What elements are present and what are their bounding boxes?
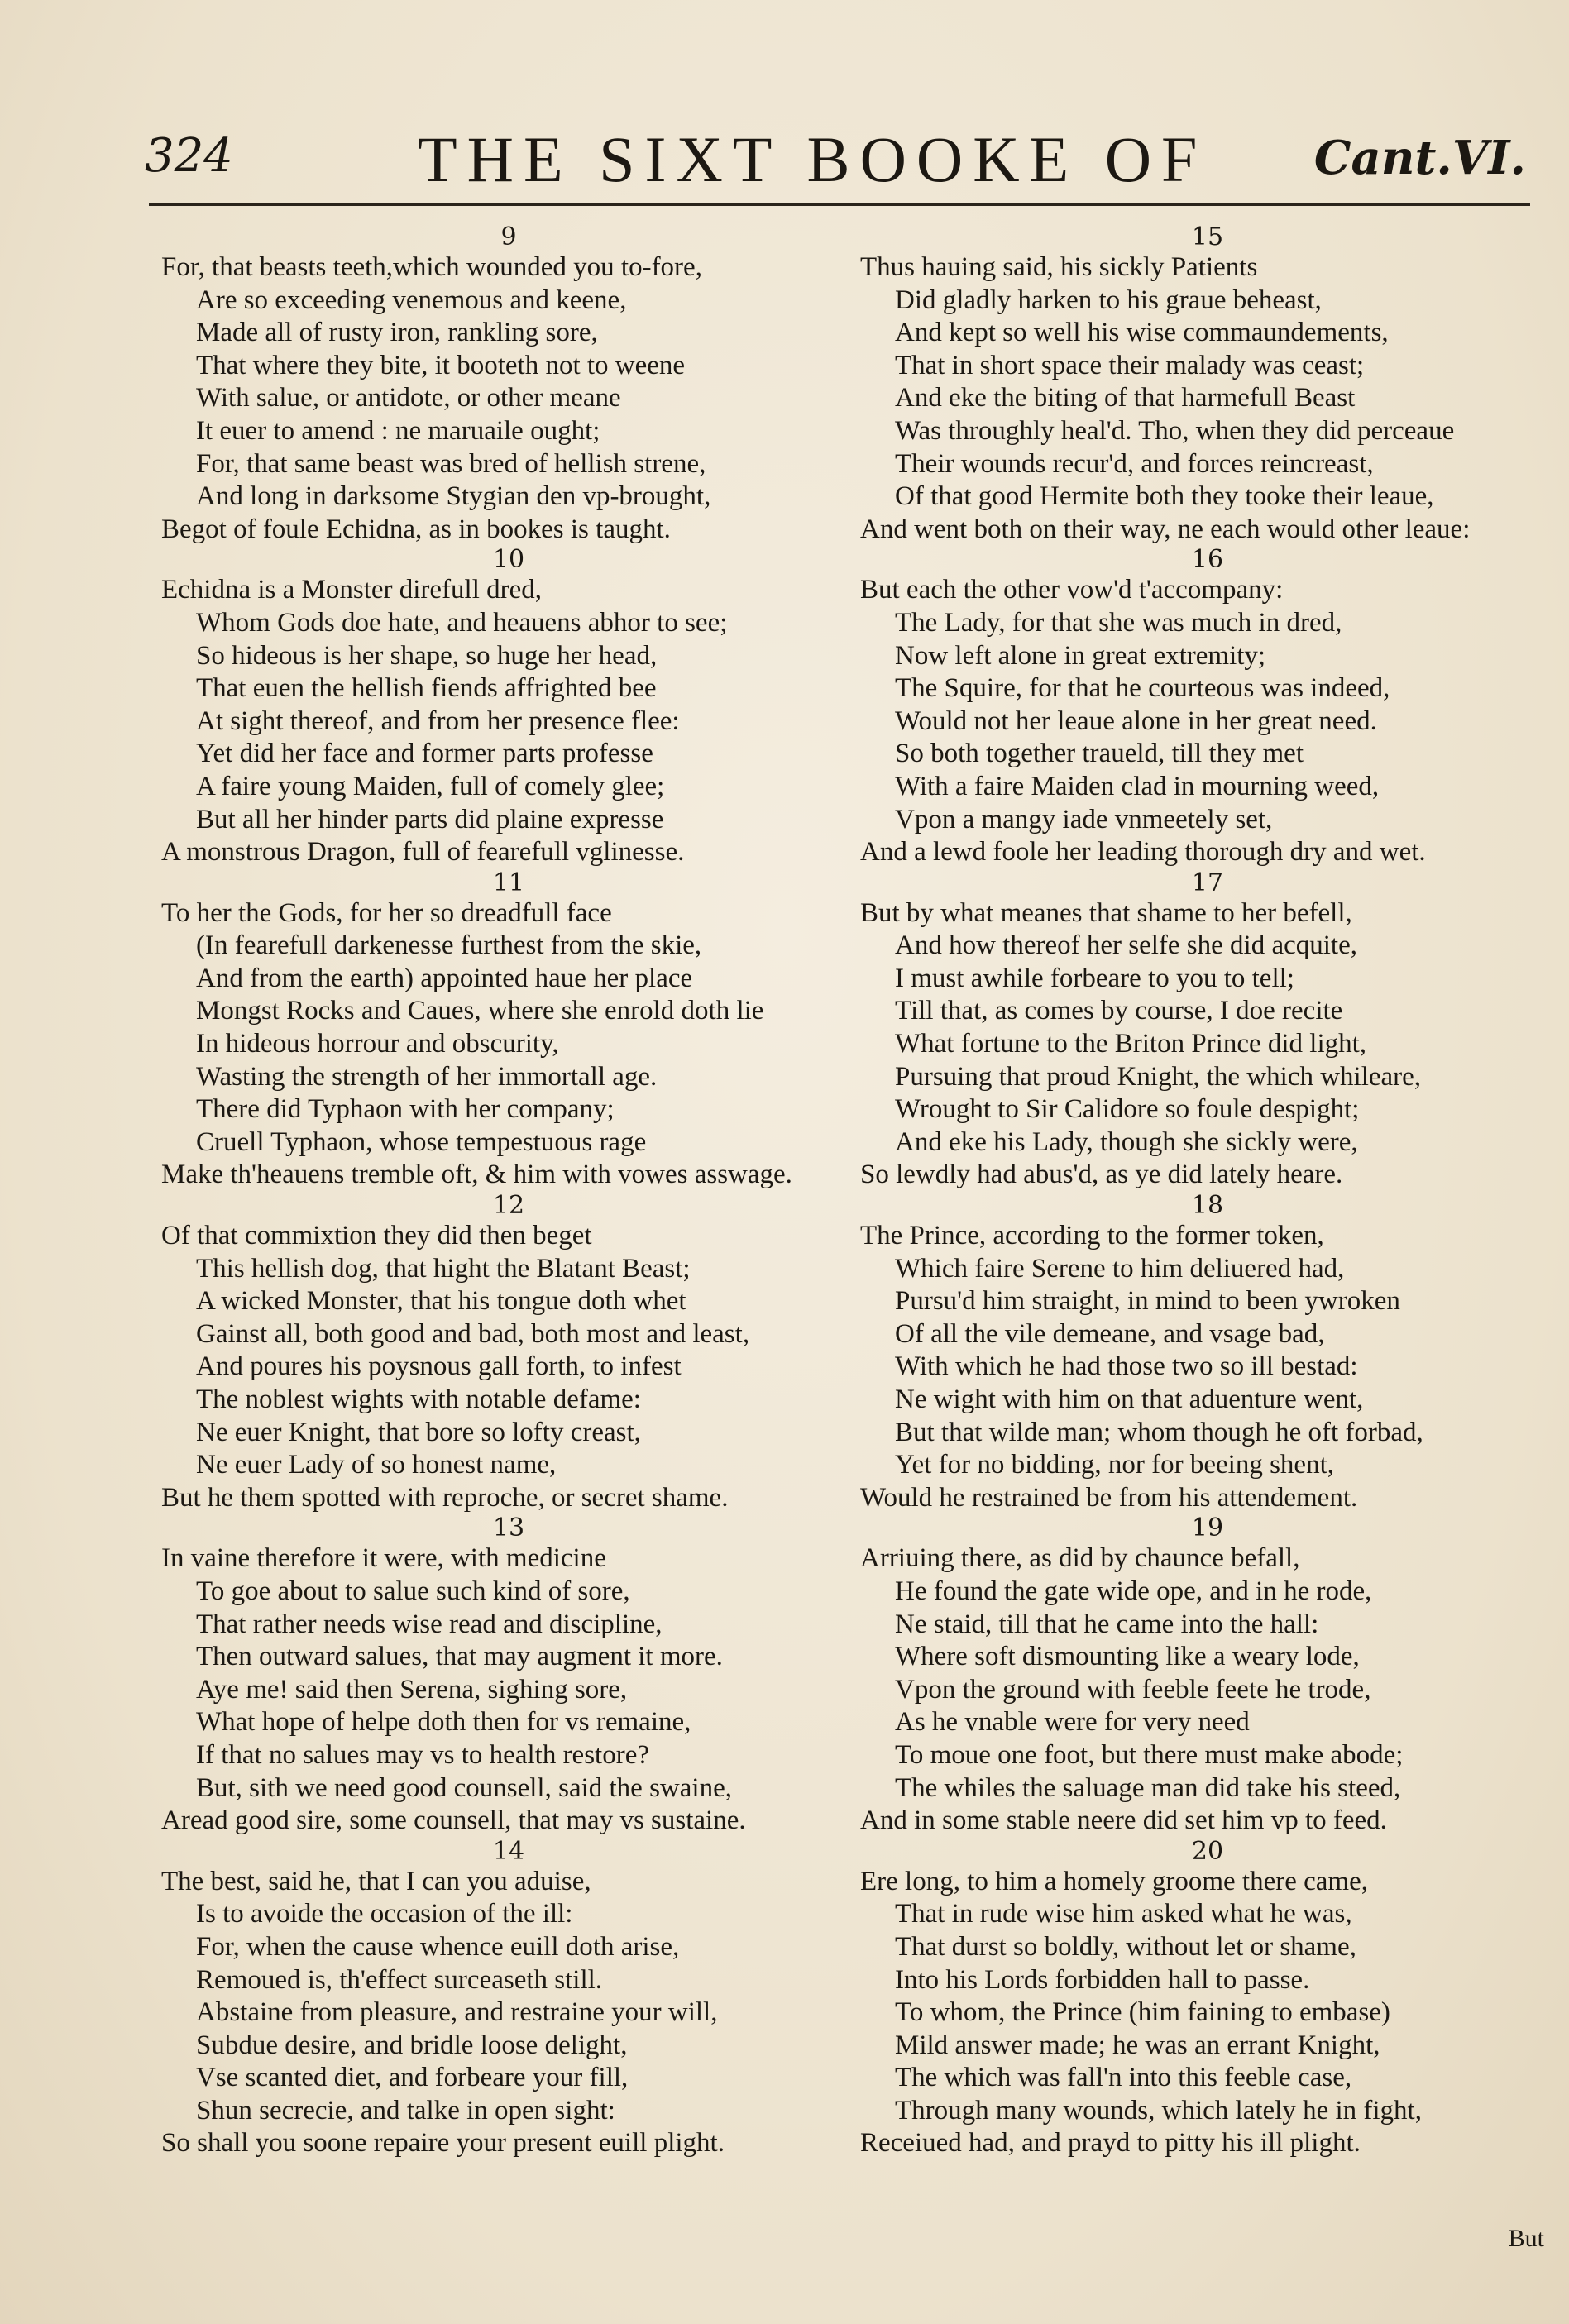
- stanza-number: 16: [1191, 545, 1224, 575]
- verse-line: But, sith we need good counsell, said the swaine,: [196, 1772, 732, 1803]
- stanza-number: 14: [492, 1836, 525, 1866]
- verse-line: There did Typhaon with her company;: [196, 1094, 615, 1125]
- verse-line: Gainst all, both good and bad, both most and least,: [196, 1318, 750, 1349]
- verse-line: Of that commixtion they did then beget: [161, 1221, 592, 1251]
- verse-line: Through many wounds, which lately he in fight,: [895, 2095, 1422, 2126]
- stanza: [860, 869, 1522, 1192]
- verse-line: Make th'heauens tremble oft, & him with vowes asswage.: [161, 1160, 792, 1190]
- verse-line: Made all of rusty iron, rankling sore,: [196, 318, 598, 348]
- verse-line: (In fearefull darkenesse furthest from the skie,: [196, 930, 702, 961]
- verse-line: Begot of foule Echidna, as in bookes is taught.: [161, 514, 671, 544]
- page-header: [145, 122, 1526, 197]
- verse-line: In vaine therefore it were, with medicine: [161, 1543, 606, 1574]
- verse-line: Are so exceeding venemous and keene,: [196, 285, 627, 315]
- stanza-number: 9: [500, 222, 517, 251]
- header-rule: [149, 203, 1530, 206]
- stanza: [860, 223, 1522, 546]
- verse-line: Till that, as comes by course, I doe recite: [895, 996, 1343, 1026]
- verse-line: So shall you soone repaire your present euill plight.: [161, 2128, 725, 2159]
- verse-line: Whom Gods doe hate, and heauens abhor to see;: [196, 607, 728, 638]
- verse-line: Mild answer made; he was an errant Knight,: [895, 2030, 1380, 2060]
- verse-line: Of all the vile demeane, and vsage bad,: [895, 1318, 1325, 1349]
- verse-line: And eke his Lady, though she sickly were,: [895, 1126, 1358, 1157]
- verse-line: Did gladly harken to his graue beheast,: [895, 285, 1322, 315]
- verse-line: But by what meanes that shame to her befell,: [860, 897, 1352, 928]
- canto-label: Cant.VI.: [1313, 131, 1526, 185]
- verse-line: Abstaine from pleasure, and restraine your will,: [196, 1997, 718, 2028]
- verse-line: A monstrous Dragon, full of fearefull vglinesse.: [161, 837, 685, 868]
- verse-line: Cruell Typhaon, whose tempestuous rage: [196, 1126, 647, 1157]
- verse-line: What fortune to the Briton Prince did light,: [895, 1029, 1367, 1059]
- verse-line: Aye me! said then Serena, sighing sore,: [196, 1674, 628, 1705]
- verse-line: Shun secrecie, and talke in open sight:: [196, 2095, 615, 2126]
- verse-line: And long in darksome Stygian den vp-brought,: [196, 481, 711, 512]
- stanza: [161, 1514, 823, 1837]
- stanza: [161, 1838, 823, 2160]
- verse-line: And went both on their way, ne each would other leaue:: [860, 514, 1471, 544]
- verse-line: The Prince, according to the former token,: [860, 1221, 1324, 1251]
- stanza: [860, 1192, 1522, 1514]
- verse-line: With salue, or antidote, or other meane: [196, 383, 621, 414]
- verse-line: Ne euer Lady of so honest name,: [196, 1450, 557, 1480]
- verse-line: Then outward salues, that may augment it more.: [196, 1642, 723, 1672]
- verse-line: I must awhile forbeare to you to tell;: [895, 963, 1294, 993]
- verse-line: Thus hauing said, his sickly Patients: [860, 252, 1258, 282]
- verse-line: That durst so boldly, without let or shame,: [895, 1931, 1356, 1962]
- verse-line: And how thereof her selfe she did acquite,: [895, 930, 1357, 961]
- verse-line: And a lewd foole her leading thorough dry and wet.: [860, 837, 1426, 868]
- verse-line: The which was fall'n into this feeble case,: [895, 2063, 1352, 2093]
- verse-line: Receiued had, and prayd to pitty his ill plight.: [860, 2128, 1361, 2159]
- verse-line: For, when the cause whence euill doth arise,: [196, 1931, 680, 1962]
- stanza-number: 11: [492, 868, 525, 897]
- verse-line: That rather needs wise read and discipline,: [196, 1609, 663, 1639]
- verse-line: The Lady, for that she was much in dred,: [895, 607, 1342, 638]
- verse-line: But that wilde man; whom though he oft forbad,: [895, 1417, 1423, 1447]
- stanza: [860, 1838, 1522, 2160]
- verse-line: Was throughly heal'd. Tho, when they did perceaue: [895, 415, 1455, 446]
- verse-line: As he vnable were for very need: [895, 1707, 1250, 1738]
- stanza-number: 12: [492, 1191, 525, 1221]
- verse-line: Ne euer Knight, that bore so lofty creast,: [196, 1417, 641, 1447]
- verse-line: And eke the biting of that harmefull Beast: [895, 383, 1356, 414]
- verse-line: So hideous is her shape, so huge her head,: [196, 640, 658, 671]
- stanza-number: 17: [1191, 868, 1224, 897]
- verse-line: Ne staid, till that he came into the hall:: [895, 1609, 1319, 1639]
- stanza: [860, 546, 1522, 868]
- verse-line: Wrought to Sir Calidore so foule despight;: [895, 1094, 1360, 1125]
- folio-number: 324: [145, 129, 233, 183]
- stanza-number: 20: [1191, 1836, 1224, 1866]
- verse-line: And poures his poysnous gall forth, to infest: [196, 1351, 682, 1382]
- verse-line: The whiles the saluage man did take his steed,: [895, 1772, 1401, 1803]
- verse-line: Aread good sire, some counsell, that may vs sustaine.: [161, 1805, 746, 1836]
- stanza: [161, 869, 823, 1192]
- verse-line: Where soft dismounting like a weary lode,: [895, 1642, 1360, 1672]
- verse-line: Would he restrained be from his attendement.: [860, 1482, 1358, 1513]
- verse-line: Ere long, to him a homely groome there came,: [860, 1866, 1368, 1896]
- verse-line: Wasting the strength of her immortall age.: [196, 1061, 658, 1092]
- verse-line: Would not her leaue alone in her great need.: [895, 705, 1377, 736]
- verse-line: With a faire Maiden clad in mourning weed,: [895, 771, 1380, 801]
- stanza: [161, 546, 823, 868]
- verse-line: It euer to amend : ne maruaile ought;: [196, 415, 600, 446]
- stanza-number: 18: [1191, 1191, 1224, 1221]
- verse-line: Now left alone in great extremity;: [895, 640, 1266, 671]
- verse-line: The noblest wights with notable defame:: [196, 1384, 641, 1414]
- verse-line: Which faire Serene to him deliuered had,: [895, 1253, 1345, 1284]
- stanza: [161, 1192, 823, 1514]
- verse-line: What hope of helpe doth then for vs remaine,: [196, 1707, 691, 1738]
- verse-line: To goe about to salue such kind of sore,: [196, 1576, 630, 1606]
- verse-line: Pursu'd him straight, in mind to been ywroken: [895, 1286, 1400, 1317]
- verse-line: The best, said he, that I can you aduise,: [161, 1866, 591, 1896]
- verse-line: And from the earth) appointed haue her place: [196, 963, 693, 993]
- stanza: [860, 1514, 1522, 1837]
- stanza-number: 13: [492, 1513, 525, 1543]
- verse-line: This hellish dog, that hight the Blatant Beast;: [196, 1253, 691, 1284]
- verse-line: Their wounds recur'd, and forces reincreast,: [895, 448, 1374, 479]
- verse-line: The Squire, for that he courteous was indeed,: [895, 673, 1390, 704]
- verse-line: To her the Gods, for her so dreadfull face: [161, 897, 612, 928]
- verse-line: Yet did her face and former parts professe: [196, 739, 653, 769]
- verse-line: For, that beasts teeth,which wounded you to-fore,: [161, 252, 702, 282]
- verse-line: In hideous horrour and obscurity,: [196, 1029, 559, 1059]
- verse-line: Pursuing that proud Knight, the which whileare,: [895, 1061, 1422, 1092]
- verse-line: He found the gate wide ope, and in he rode,: [895, 1576, 1372, 1606]
- verse-line: So lewdly had abus'd, as ye did lately heare.: [860, 1160, 1343, 1190]
- verse-line: Of that good Hermite both they tooke their leaue,: [895, 481, 1434, 512]
- running-title: THE SIXT BOOKE OF: [418, 123, 1208, 195]
- stanza: [161, 223, 823, 546]
- verse-line: Vse scanted diet, and forbeare your fill,: [196, 2063, 629, 2093]
- verse-line: And in some stable neere did set him vp to feed.: [860, 1805, 1387, 1836]
- verse-line: And kept so well his wise commaundements,: [895, 318, 1389, 348]
- verse-line: At sight thereof, and from her presence flee:: [196, 705, 680, 736]
- verse-line: Vpon a mangy iade vnmeetely set,: [895, 804, 1273, 834]
- catchword: But: [1508, 2225, 1544, 2252]
- verse-line: With which he had those two so ill bestad:: [895, 1351, 1358, 1382]
- verse-line: To whom, the Prince (him faining to embase): [895, 1997, 1390, 2028]
- verse-line: That euen the hellish fiends affrighted bee: [196, 673, 657, 704]
- verse-line: So both together traueld, till they met: [895, 739, 1304, 769]
- verse-line: Echidna is a Monster direfull dred,: [161, 575, 543, 605]
- verse-line: That in short space their malady was ceast;: [895, 350, 1365, 380]
- stanza-number: 10: [492, 545, 525, 575]
- verse-line: But each the other vow'd t'accompany:: [860, 575, 1284, 605]
- verse-line: But he them spotted with reproche, or secret shame.: [161, 1482, 729, 1513]
- verse-line: Mongst Rocks and Caues, where she enrold doth lie: [196, 996, 764, 1026]
- verse-line: Arriuing there, as did by chaunce befall,: [860, 1543, 1300, 1574]
- verse-line: Ne wight with him on that aduenture went,: [895, 1384, 1364, 1414]
- verse-line: Is to avoide the occasion of the ill:: [196, 1899, 573, 1929]
- stanza-number: 19: [1191, 1513, 1224, 1543]
- verse-line: For, that same beast was bred of hellish strene,: [196, 448, 706, 479]
- right-column: [860, 223, 1522, 2160]
- verse-line: Subdue desire, and bridle loose delight,: [196, 2030, 628, 2060]
- verse-line: That in rude wise him asked what he was,: [895, 1899, 1352, 1929]
- verse-line: But all her hinder parts did plaine expresse: [196, 804, 664, 834]
- verse-line: Yet for no bidding, nor for beeing shent,: [895, 1450, 1334, 1480]
- stanza-number: 15: [1191, 222, 1224, 251]
- verse-line: That where they bite, it booteth not to weene: [196, 350, 686, 380]
- left-column: [161, 223, 823, 2160]
- verse-line: Into his Lords forbidden hall to passe.: [895, 1964, 1310, 1995]
- verse-line: Vpon the ground with feeble feete he trode,: [895, 1674, 1371, 1705]
- verse-line: If that no salues may vs to health restore?: [196, 1739, 649, 1770]
- verse-line: A wicked Monster, that his tongue doth whet: [196, 1286, 686, 1317]
- verse-line: To moue one foot, but there must make abode;: [895, 1739, 1404, 1770]
- verse-line: A faire young Maiden, full of comely glee;: [196, 771, 665, 801]
- verse-line: Remoued is, th'effect surceaseth still.: [196, 1964, 603, 1995]
